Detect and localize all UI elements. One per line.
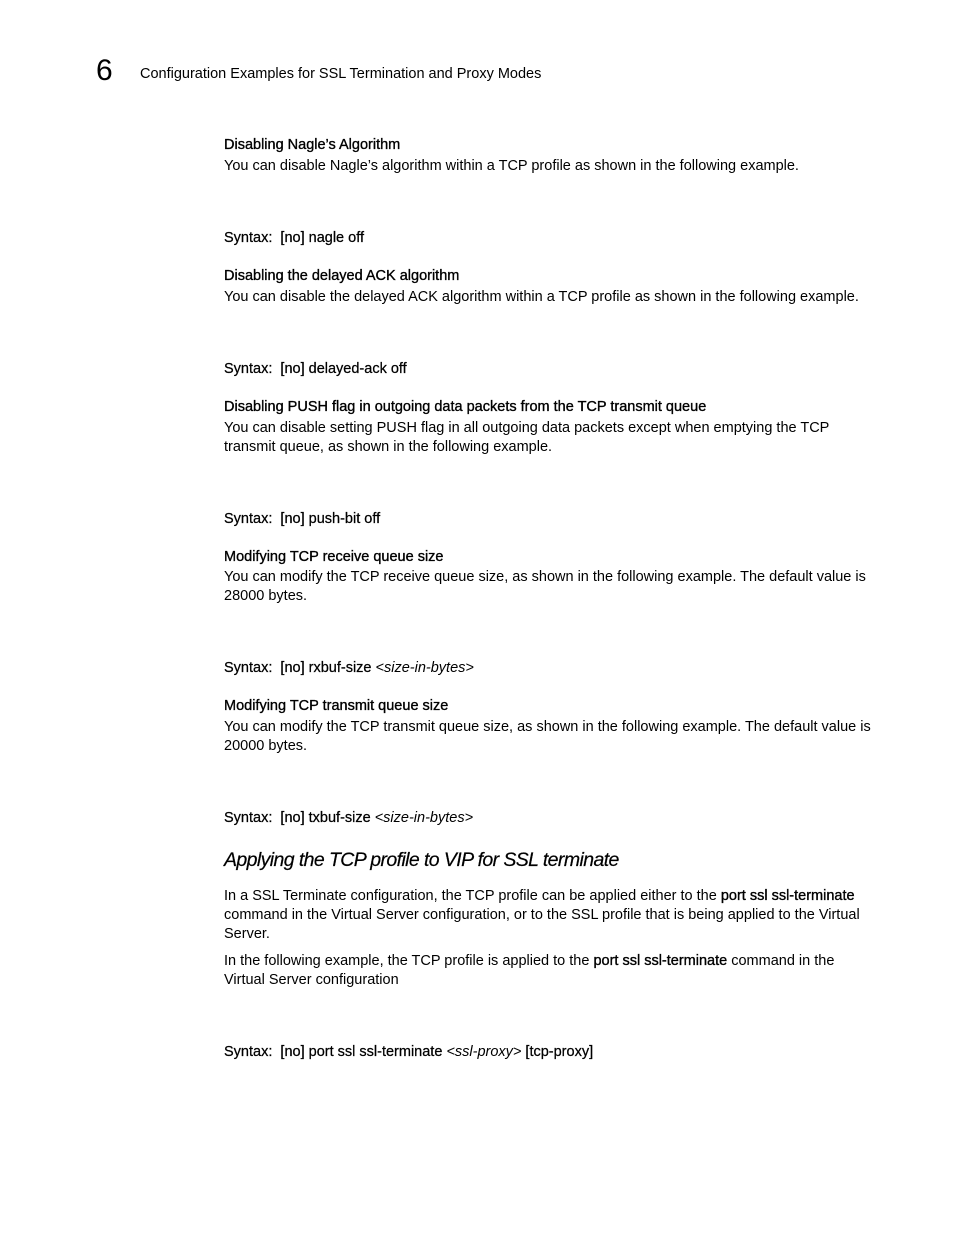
syntax-suffix: [tcp-proxy] — [525, 1044, 594, 1060]
syntax-command: [no] port ssl ssl-terminate — [280, 1044, 443, 1060]
syntax-label: Syntax: — [224, 230, 273, 246]
rx-queue-heading: Modifying TCP receive queue size — [224, 549, 444, 565]
vip-para1-command: port ssl ssl-terminate — [720, 888, 855, 904]
syntax-label: Syntax: — [224, 810, 273, 826]
vip-para1-text-after: command in the Virtual Server configuration, or to the SSL profile that is being applied to the Virtual Server. — [224, 907, 860, 942]
syntax-command: [no] rxbuf-size — [280, 660, 372, 676]
vip-para2-text-before: In the following example, the TCP profile is applied to the — [224, 953, 594, 969]
syntax-command: [no] delayed-ack off — [280, 361, 407, 377]
nagle-syntax — [224, 229, 872, 248]
vip-paragraph-2 — [224, 952, 872, 990]
syntax-label: Syntax: — [224, 1044, 273, 1060]
tx-queue-heading: Modifying TCP transmit queue size — [224, 698, 449, 714]
delayed-ack-syntax — [224, 360, 872, 379]
syntax-command: [no] nagle off — [280, 230, 365, 246]
chapter-number: 6 — [96, 54, 113, 87]
syntax-label: Syntax: — [224, 660, 273, 676]
vip-paragraph-1 — [224, 887, 872, 944]
nagle-body: You can disable Nagle’s algorithm within a TCP profile as shown in the following example. — [224, 158, 799, 174]
syntax-param: <ssl-proxy> — [446, 1044, 522, 1060]
syntax-param: <size-in-bytes> — [374, 810, 474, 826]
rx-queue-syntax — [224, 659, 872, 678]
vip-syntax — [224, 1043, 872, 1062]
syntax-label: Syntax: — [224, 511, 273, 527]
vip-para1-text-before: In a SSL Terminate configuration, the TCP profile can be applied either to the — [224, 888, 721, 904]
tx-queue-syntax — [224, 809, 872, 828]
push-flag-heading: Disabling PUSH flag in outgoing data packets from the TCP transmit queue — [224, 399, 707, 415]
syntax-label: Syntax: — [224, 361, 273, 377]
tx-queue-body: You can modify the TCP transmit queue size, as shown in the following example. The default value is 20000 bytes. — [224, 719, 871, 754]
syntax-command: [no] txbuf-size — [280, 810, 371, 826]
nagle-heading: Disabling Nagle’s Algorithm — [224, 137, 401, 153]
syntax-command: [no] push-bit off — [280, 511, 381, 527]
syntax-param: <size-in-bytes> — [375, 660, 474, 676]
rx-queue-body: You can modify the TCP receive queue size, as shown in the following example. The default value is 28000 bytes. — [224, 569, 866, 604]
section-heading: Applying the TCP profile to VIP for SSL terminate — [224, 849, 619, 871]
push-flag-syntax — [224, 510, 872, 529]
vip-para2-command: port ssl ssl-terminate — [593, 953, 728, 969]
delayed-ack-body: You can disable the delayed ACK algorithm within a TCP profile as shown in the following example. — [224, 289, 859, 305]
delayed-ack-heading: Disabling the delayed ACK algorithm — [224, 268, 460, 284]
chapter-title: Configuration Examples for SSL Termination and Proxy Modes — [140, 66, 542, 82]
push-flag-body: You can disable setting PUSH flag in all outgoing data packets except when emptying the TCP transmit queue, as shown in the following example. — [224, 420, 830, 455]
vip-para2-text-after: command in the Virtual Server configuration — [224, 953, 835, 988]
